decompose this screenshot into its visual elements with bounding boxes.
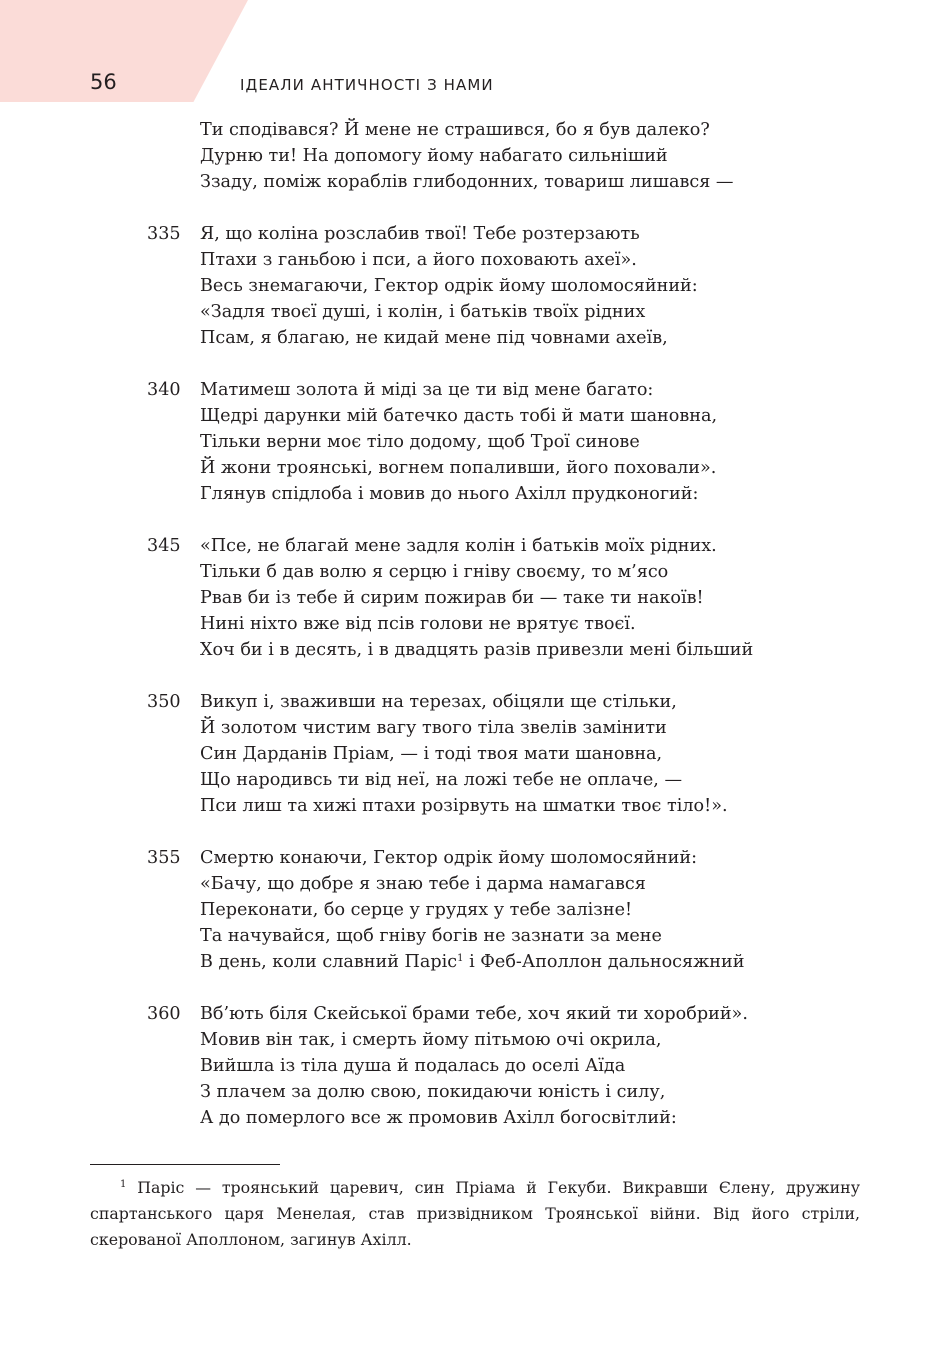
- stanza: [0, 117, 941, 195]
- verse-line: Пси лиш та хижі птахи розірвуть на шматки твоє тіло!».: [200, 796, 728, 816]
- line-number: 340: [147, 380, 181, 400]
- verse-line: Рвав би із тебе й сирим пожирав би — таке ти накоїв!: [200, 588, 704, 608]
- verse-line: Ти сподівався? Й мене не страшився, бо я був далеко?: [200, 120, 710, 140]
- line-number: 360: [147, 1004, 181, 1024]
- poem-text: [0, 117, 941, 1131]
- verse-line: З плачем за долю свою, покидаючи юність і силу,: [200, 1082, 666, 1102]
- verse-line: Й золотом чистим вагу твого тіла звелів замінити: [200, 718, 667, 738]
- verse-line: Дурню ти! На допомогу йому набагато сильніший: [200, 146, 668, 166]
- footnote-number: 1: [120, 1179, 127, 1190]
- verse-line: Переконати, бо серце у грудях у тебе залізне!: [200, 900, 633, 920]
- stanza: [0, 533, 941, 663]
- footnote: [90, 1175, 860, 1253]
- verse-line: А до померлого все ж промовив Ахілл богосвітлий:: [200, 1108, 677, 1128]
- verse-line: «Задля твоєї душі, і колін, і батьків твоїх рідних: [200, 302, 646, 322]
- verse-line: Та начувайся, щоб гніву богів не зазнати за мене: [200, 926, 662, 946]
- verse-line: Псам, я благаю, не кидай мене під човнами ахеїв,: [200, 328, 668, 348]
- verse-line: Птахи з ганьбою і пси, а його поховають ахеї».: [200, 250, 637, 270]
- verse-line: 335 Я, що коліна розслабив твої! Тебе розтерзають: [0, 221, 941, 247]
- verse-line: Вийшла із тіла душа й подалась до оселі Аїда: [200, 1056, 626, 1076]
- verse-line: Тільки верни моє тіло додому, щоб Трої синове: [200, 432, 640, 452]
- verse-line: Син Дарданів Пріам, — і тоді твоя мати шановна,: [200, 744, 663, 764]
- footnote-mark: 1: [457, 953, 464, 964]
- stanza: [0, 1001, 941, 1131]
- verse-line: Нині ніхто вже від псів голови не врятує твоєї.: [200, 614, 636, 634]
- stanza: [0, 221, 941, 351]
- verse-line: Хоч би і в десять, і в двадцять разів привезли мені більший: [200, 640, 754, 660]
- verse-line: 350 Викуп і, зваживши на терезах, обіцяли ще стільки,: [0, 689, 941, 715]
- verse-line: Ззаду, поміж кораблів глибодонних, товариш лишався —: [200, 172, 734, 192]
- verse-line: Весь знемагаючи, Гектор одрік йому шоломосяйний:: [200, 276, 698, 296]
- verse-line: «Бачу, що добре я знаю тебе і дарма намагався: [200, 874, 646, 894]
- verse-line: Мовив він так, і смерть йому пітьмою очі окрила,: [200, 1030, 662, 1050]
- verse-line: Щедрі дарунки мій батечко дасть тобі й мати шановна,: [200, 406, 718, 426]
- line-number: 345: [147, 536, 181, 556]
- stanza: [0, 845, 941, 975]
- verse-line: 340 Матимеш золота й міді за це ти від мене багато:: [0, 377, 941, 403]
- verse-line: 355 Смертю конаючи, Гектор одрік йому шоломосяйний:: [0, 845, 941, 871]
- verse-line: Й жони троянські, вогнем попаливши, його поховали».: [200, 458, 717, 478]
- verse-line: В день, коли славний Паріс$^1$ і Феб-Аполлон дальносяжний: [200, 952, 745, 972]
- line-number: 350: [147, 692, 181, 712]
- page-number: 56: [90, 70, 117, 94]
- verse-line: 360 Вб’ють біля Скейської брами тебе, хоч який ти хоробрий».: [0, 1001, 941, 1027]
- line-number: 335: [147, 224, 181, 244]
- running-title: ІДЕАЛИ АНТИЧНОСТІ З НАМИ: [240, 76, 494, 94]
- footnote-divider: [90, 1164, 280, 1165]
- verse-line: Що народивсь ти від неї, на ложі тебе не оплаче, —: [200, 770, 683, 790]
- stanza: [0, 689, 941, 819]
- footnote-text: Паріс — троянський царевич, син Пріама й Гекуби. Викравши Єлену, дружину спартанського царя Менелая, став призвідником Троянської війни. Від його стріли, скерованої Аполлоном, загинув Ахілл.: [90, 1178, 860, 1249]
- line-number: 355: [147, 848, 181, 868]
- header-corner-decoration: [0, 0, 248, 102]
- stanza: [0, 377, 941, 507]
- verse-line: 345 «Псе, не благай мене задля колін і батьків моїх рідних.: [0, 533, 941, 559]
- verse-line: Тільки б дав волю я серцю і гніву своєму, то м’ясо: [200, 562, 669, 582]
- verse-line: Глянув спідлоба і мовив до нього Ахілл прудконогий:: [200, 484, 699, 504]
